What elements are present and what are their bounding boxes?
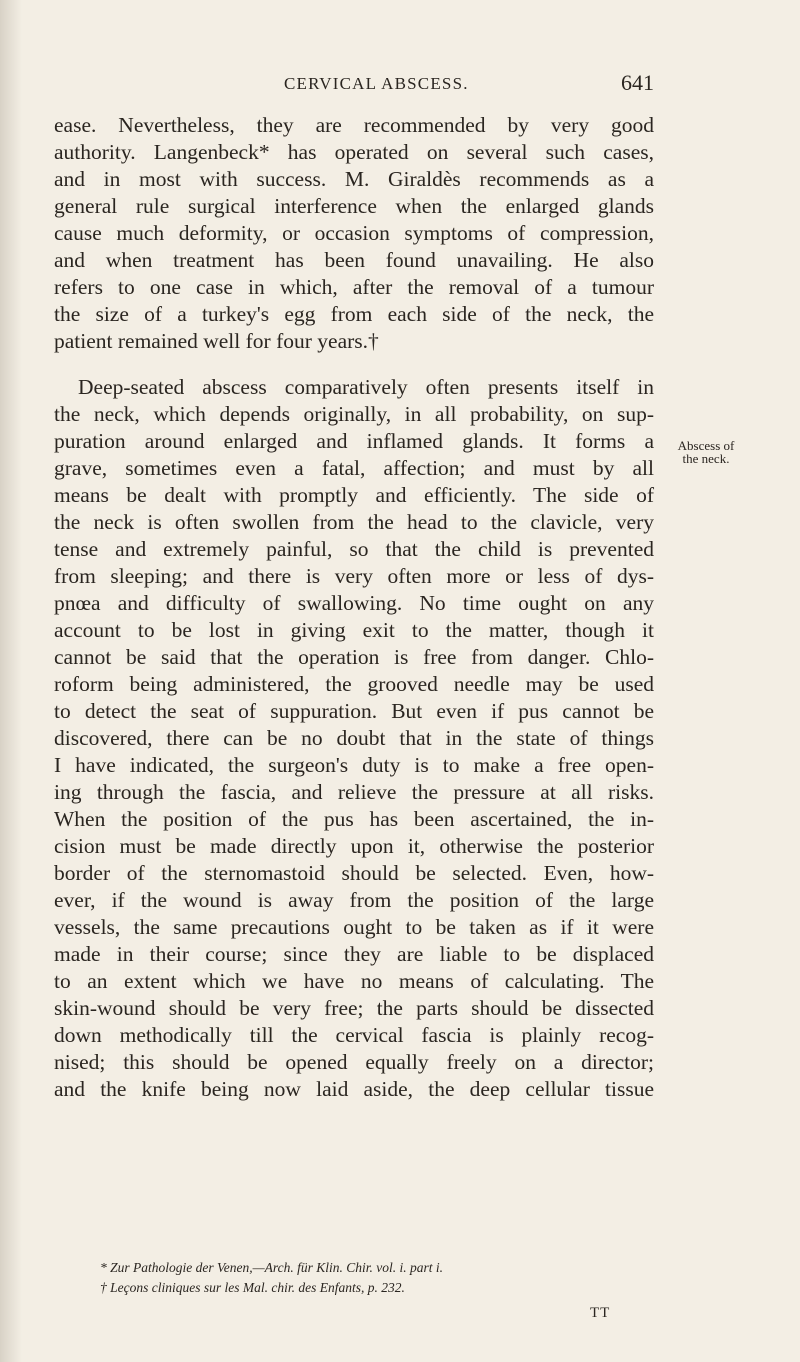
text-line: nised; this should be opened equally freely on a director;	[54, 1050, 654, 1074]
text-line: to detect the seat of suppuration. But even if pus cannot be	[54, 699, 654, 723]
text-line: ever, if the wound is away from the position of the large	[54, 888, 654, 912]
paragraph-gap	[54, 355, 654, 374]
text-line: discovered, there can be no doubt that in the state of things	[54, 726, 654, 750]
text-line: cannot be said that the operation is free from danger. Chlo-	[54, 645, 654, 669]
footnotes	[100, 1258, 660, 1298]
text-line: cision must be made directly upon it, otherwise the posterior	[54, 834, 654, 858]
marginal-note	[661, 439, 751, 465]
running-head: CERVICAL ABSCESS.	[284, 74, 469, 93]
binding-shadow	[0, 0, 22, 1362]
text-line: pnœa and difficulty of swallowing. No time ought on any	[54, 591, 654, 615]
text-line: tense and extremely painful, so that the child is prevented	[54, 537, 654, 561]
text-line: roform being administered, the grooved needle may be used	[54, 672, 654, 696]
marginal-note-line: the neck.	[682, 451, 730, 466]
text-line: the neck, which depends originally, in all probability, on sup-	[54, 402, 654, 426]
text-line: When the position of the pus has been ascertained, the in-	[54, 807, 654, 831]
text-line: vessels, the same precautions ought to be taken as if it were	[54, 915, 654, 939]
text-line: patient remained well for four years.†	[54, 329, 379, 353]
text-line: down methodically till the cervical fascia is plainly recog-	[54, 1023, 654, 1047]
text-line: grave, sometimes even a fatal, affection; and must by all	[54, 456, 654, 480]
text-line: the size of a turkey's egg from each side of the neck, the	[54, 302, 654, 326]
text-line: cause much deformity, or occasion symptoms of compression,	[54, 221, 654, 245]
text-line: Deep-seated abscess comparatively often presents itself in	[78, 375, 654, 399]
text-line: and the knife being now laid aside, the deep cellular tissue	[54, 1077, 654, 1101]
text-line: from sleeping; and there is very often more or less of dys-	[54, 564, 654, 588]
text-line: border of the sternomastoid should be selected. Even, how-	[54, 861, 654, 885]
text-line: made in their course; since they are liable to be displaced	[54, 942, 654, 966]
page-number: 641	[621, 70, 654, 95]
text-line: I have indicated, the surgeon's duty is to make a free open-	[54, 753, 654, 777]
text-line: puration around enlarged and inflamed glands. It forms a	[54, 429, 654, 453]
text-line: to an extent which we have no means of calculating. The	[54, 969, 654, 993]
paragraph-1	[54, 112, 654, 355]
text-line: ease. Nevertheless, they are recommended by very good	[54, 113, 654, 137]
text-line: refers to one case in which, after the removal of a tumour	[54, 275, 654, 299]
text-line: skin-wound should be very free; the parts should be dissected	[54, 996, 654, 1020]
text-line: authority. Langenbeck* has operated on several such cases,	[54, 140, 654, 164]
text-line: account to be lost in giving exit to the matter, though it	[54, 618, 654, 642]
text-line: and in most with success. M. Giraldès recommends as a	[54, 167, 654, 191]
text-line: the neck is often swollen from the head to the clavicle, very	[54, 510, 654, 534]
text-line: ing through the fascia, and relieve the pressure at all risks.	[54, 780, 654, 804]
text-line: and when treatment has been found unavailing. He also	[54, 248, 654, 272]
footnote: * Zur Pathologie der Venen,—Arch. für Klin. Chir. vol. i. part i.	[100, 1260, 443, 1275]
marginal-note-line: Abscess of	[677, 438, 735, 453]
text-line: general rule surgical interference when the enlarged glands	[54, 194, 654, 218]
signature-mark: TT	[590, 1305, 611, 1321]
body-text	[54, 112, 654, 1103]
paragraph-2	[54, 374, 654, 1103]
text-line: means be dealt with promptly and efficiently. The side of	[54, 483, 654, 507]
footnote: † Leçons cliniques sur les Mal. chir. des Enfants, p. 232.	[100, 1280, 405, 1295]
page-header	[54, 70, 654, 102]
